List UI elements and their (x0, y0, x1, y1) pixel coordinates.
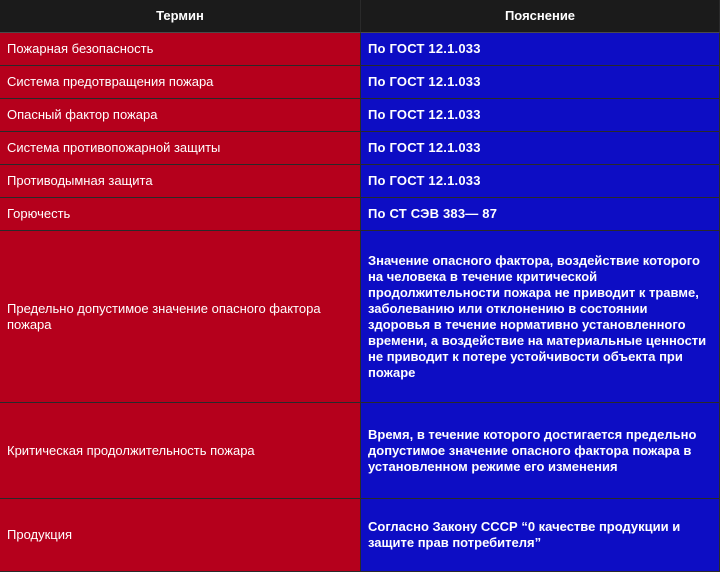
term-cell: Противодымная защита (0, 165, 361, 198)
term-cell: Опасный фактор пожара (0, 99, 361, 132)
explanation-cell: Значение опасного фактора, воздействие которого на человека в течение критической продолжительности пожара не приводит к травме, заболеванию или отклонению в состоянии здоровья в течение нормативно установленного времени, а воздействие на материальные ценности не приводит к потере устойчивости объекта при пожаре (361, 231, 720, 403)
term-cell: Система противопожарной защиты (0, 132, 361, 165)
explanation-cell: По ГОСТ 12.1.033 (361, 66, 720, 99)
explanation-cell: Время, в течение которого достигается предельно допустимое значение опасного фактора пожара в установленном режиме его изменения (361, 403, 720, 499)
explanation-cell: По СТ СЭВ 383— 87 (361, 198, 720, 231)
term-cell: Предельно допустимое значение опасного фактора пожара (0, 231, 361, 403)
term-cell: Система предотвращения пожара (0, 66, 361, 99)
term-cell: Продукция (0, 499, 361, 572)
explanation-cell: Согласно Закону СССР “0 качестве продукции и защите прав потребителя” (361, 499, 720, 572)
term-cell: Пожарная безопасность (0, 33, 361, 66)
explanation-cell: По ГОСТ 12.1.033 (361, 33, 720, 66)
header-explanation: Пояснение (361, 0, 720, 33)
explanation-cell: По ГОСТ 12.1.033 (361, 165, 720, 198)
term-cell: Критическая продолжительность пожара (0, 403, 361, 499)
explanation-cell: По ГОСТ 12.1.033 (361, 99, 720, 132)
term-cell: Горючесть (0, 198, 361, 231)
header-term: Термин (0, 0, 361, 33)
explanation-cell: По ГОСТ 12.1.033 (361, 132, 720, 165)
